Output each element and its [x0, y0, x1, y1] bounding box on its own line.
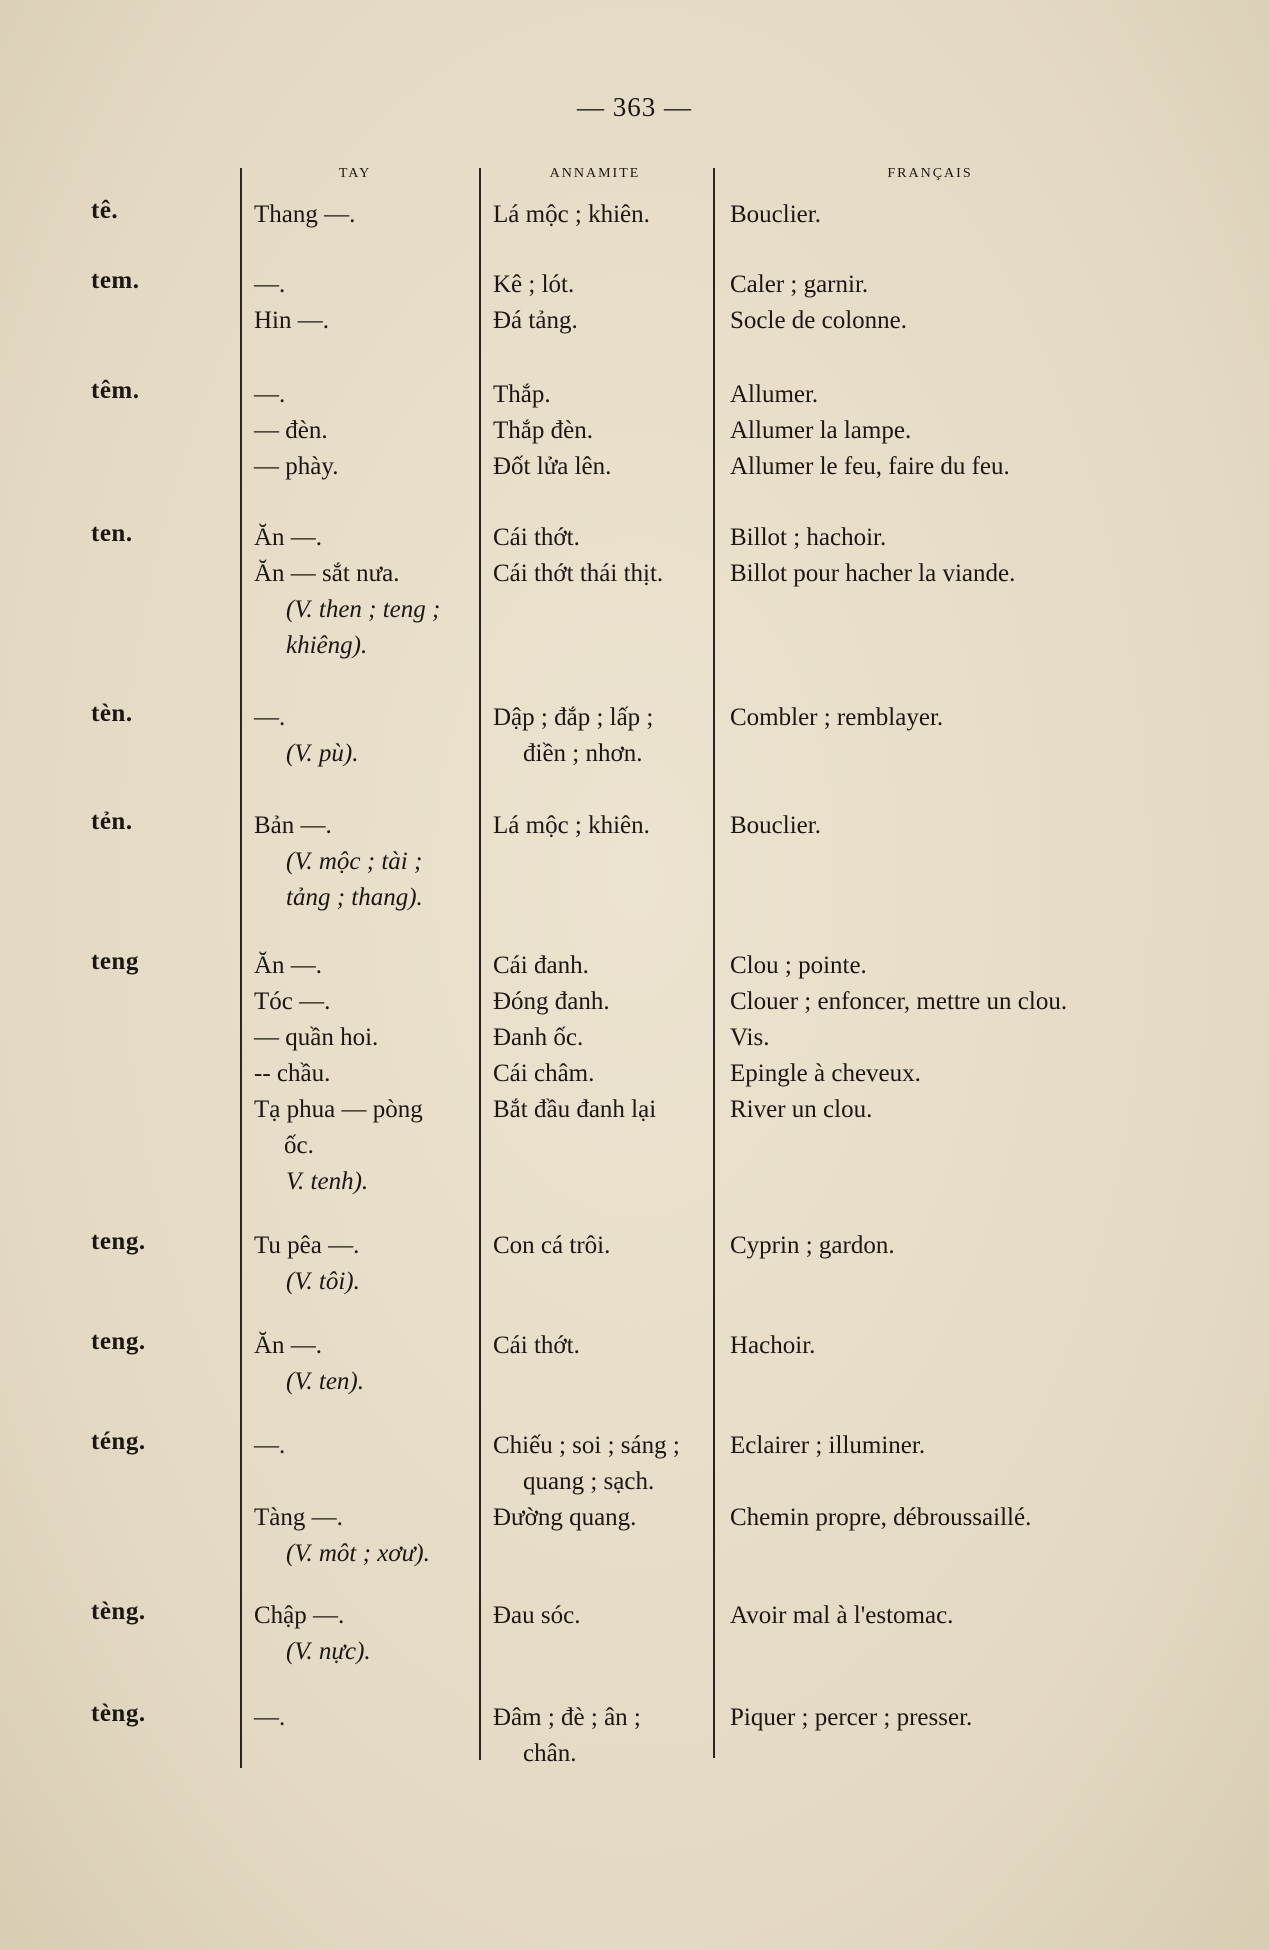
cross-reference: (V. then ; teng ; — [286, 596, 441, 623]
entry-line: Ăn —. — [254, 952, 323, 979]
tay-column — [254, 197, 474, 233]
cross-reference: khiêng). — [286, 632, 368, 659]
tay-column — [254, 948, 474, 1200]
francais-column — [730, 948, 1250, 1128]
annamite-column — [493, 808, 708, 844]
annamite-column — [493, 1328, 708, 1364]
francais-column — [730, 520, 1250, 592]
column-header-annamite: ANNAMITE — [549, 166, 641, 181]
entry-line: Đốt lửa lên. — [493, 453, 612, 480]
cross-reference: V. tenh). — [286, 1168, 369, 1195]
entry-line: —. — [254, 704, 286, 731]
entry-line: Vis. — [730, 1024, 770, 1051]
entry-line: Cyprin ; gardon. — [730, 1232, 895, 1259]
francais-column — [730, 267, 1250, 339]
entry-line: Đâm ; đè ; ân ; — [493, 1704, 641, 1731]
francais-column — [730, 1228, 1250, 1264]
entry-headword: teng. — [91, 1228, 146, 1255]
cross-reference: (V. ten). — [286, 1368, 364, 1395]
column-header-tay: TAY — [338, 166, 372, 181]
entry-line: Socle de colonne. — [730, 307, 908, 334]
entry-line: Cái đanh. — [493, 952, 589, 979]
annamite-column — [493, 267, 708, 339]
annamite-column — [493, 1700, 708, 1772]
entry-line: Avoir mal à l'estomac. — [730, 1602, 954, 1629]
entry-line: — quần hoi. — [254, 1024, 379, 1051]
entry-line: Epingle à cheveux. — [730, 1060, 921, 1087]
entry-line: — phày. — [254, 453, 339, 480]
page-number: — 363 — — [577, 92, 692, 122]
francais-column — [730, 1598, 1250, 1634]
cross-reference: (V. môt ; xơư). — [286, 1540, 430, 1567]
entry-line: Tàng —. — [254, 1504, 343, 1531]
entry-line: Tóc —. — [254, 988, 331, 1015]
entry-line: Kê ; lót. — [493, 271, 575, 298]
entry-headword: teng — [91, 948, 139, 975]
entry-line: Tu pêa —. — [254, 1232, 360, 1259]
entry-line: Cái châm. — [493, 1060, 595, 1087]
entry-headword: ten. — [91, 520, 133, 547]
entry-line: Thang —. — [254, 201, 356, 228]
tay-column — [254, 1328, 474, 1400]
entry-line: Bouclier. — [730, 812, 821, 839]
tay-column — [254, 808, 474, 916]
entry-line: chân. — [523, 1740, 577, 1767]
entry-line: Bắt đầu đanh lại — [493, 1096, 657, 1123]
entry-headword: téng. — [91, 1428, 146, 1455]
entry-line: Thắp đèn. — [493, 417, 593, 444]
entry-line: Đường quang. — [493, 1504, 637, 1531]
entry-headword: tèng. — [91, 1598, 146, 1625]
entry-line: Ăn —. — [254, 1332, 323, 1359]
entry-line: điền ; nhơn. — [523, 740, 643, 767]
francais-column — [730, 700, 1250, 736]
entry-line: Đanh ốc. — [493, 1024, 584, 1051]
cross-reference: (V. nực). — [286, 1638, 371, 1665]
column-divider — [713, 168, 715, 1758]
entry-line: Bản —. — [254, 812, 332, 839]
entry-line: Billot ; hachoir. — [730, 524, 887, 551]
entry-line: Cái thớt. — [493, 524, 580, 551]
tay-column — [254, 1598, 474, 1670]
entry-line: Cái thớt. — [493, 1332, 580, 1359]
entry-line: Lá mộc ; khiên. — [493, 812, 650, 839]
cross-reference: (V. mộc ; tài ; — [286, 848, 423, 875]
francais-column — [730, 1328, 1250, 1364]
entry-headword: tem. — [91, 267, 140, 294]
entry-line: Ăn —. — [254, 524, 323, 551]
entry-line: Chemin propre, débroussaillé. — [730, 1504, 1032, 1531]
entry-line: Piquer ; percer ; presser. — [730, 1704, 973, 1731]
entry-line: Clou ; pointe. — [730, 952, 867, 979]
entry-line: Tạ phua — pòng — [254, 1096, 423, 1123]
entry-line: Bouclier. — [730, 201, 821, 228]
entry-line: Đá tảng. — [493, 307, 578, 334]
tay-column — [254, 377, 474, 485]
entry-headword: tèn. — [91, 700, 133, 727]
annamite-column — [493, 700, 708, 772]
entry-line: Đóng đanh. — [493, 988, 610, 1015]
entry-line: Con cá trôi. — [493, 1232, 611, 1259]
cross-reference: tảng ; thang). — [286, 884, 423, 911]
entry-headword: tê. — [91, 197, 119, 224]
francais-column — [730, 197, 1250, 233]
francais-column — [730, 1428, 1250, 1536]
tay-column — [254, 520, 474, 664]
annamite-column — [493, 948, 708, 1128]
entry-line — [254, 1464, 474, 1500]
entry-headword: teng. — [91, 1328, 146, 1355]
entry-line: —. — [254, 1704, 286, 1731]
francais-column — [730, 1700, 1250, 1736]
cross-reference: (V. pù). — [286, 740, 359, 767]
annamite-column — [493, 1598, 708, 1634]
column-divider — [240, 168, 242, 1768]
annamite-column — [493, 1428, 708, 1536]
entry-line: -- chầu. — [254, 1060, 331, 1087]
annamite-column — [493, 197, 708, 233]
tay-column — [254, 1228, 474, 1300]
entry-headword: têm. — [91, 377, 140, 404]
column-divider — [479, 168, 481, 1760]
entry-line: Cái thớt thái thịt. — [493, 560, 664, 587]
entry-line: Clouer ; enfoncer, mettre un clou. — [730, 988, 1068, 1015]
entry-line: Lá mộc ; khiên. — [493, 201, 650, 228]
annamite-column — [493, 377, 708, 485]
cross-reference: (V. tôi). — [286, 1268, 360, 1295]
entry-line — [730, 1464, 1250, 1500]
entry-line: Dập ; đắp ; lấp ; — [493, 704, 654, 731]
francais-column — [730, 377, 1250, 485]
annamite-column — [493, 520, 708, 592]
entry-line: — đèn. — [254, 417, 328, 444]
tay-column — [254, 700, 474, 772]
entry-line: Caler ; garnir. — [730, 271, 869, 298]
column-header-francais: FRANÇAIS — [887, 166, 973, 181]
entry-line: Allumer le feu, faire du feu. — [730, 453, 1010, 480]
entry-line: Hin —. — [254, 307, 329, 334]
entry-line: ốc. — [284, 1132, 314, 1159]
entry-line: quang ; sạch. — [523, 1468, 655, 1495]
entry-line: Allumer. — [730, 381, 819, 408]
entry-line: Allumer la lampe. — [730, 417, 912, 444]
entry-line: Chập —. — [254, 1602, 345, 1629]
entry-line: Đau sóc. — [493, 1602, 581, 1629]
tay-column — [254, 1700, 474, 1736]
entry-line: Thắp. — [493, 381, 551, 408]
entry-line: Chiếu ; soi ; sáng ; — [493, 1432, 680, 1459]
entry-line: —. — [254, 271, 286, 298]
entry-headword: tẻn. — [91, 808, 133, 835]
entry-line: River un clou. — [730, 1096, 873, 1123]
entry-line: Billot pour hacher la viande. — [730, 560, 1016, 587]
entry-line: Eclairer ; illuminer. — [730, 1432, 926, 1459]
entry-line: —. — [254, 1432, 286, 1459]
entry-line: Combler ; remblayer. — [730, 704, 944, 731]
entry-headword: tèng. — [91, 1700, 146, 1727]
entry-line: Hachoir. — [730, 1332, 816, 1359]
entry-line: Ăn — sắt nưa. — [254, 560, 400, 587]
annamite-column — [493, 1228, 708, 1264]
entry-line: —. — [254, 381, 286, 408]
tay-column — [254, 1428, 474, 1572]
tay-column — [254, 267, 474, 339]
francais-column — [730, 808, 1250, 844]
